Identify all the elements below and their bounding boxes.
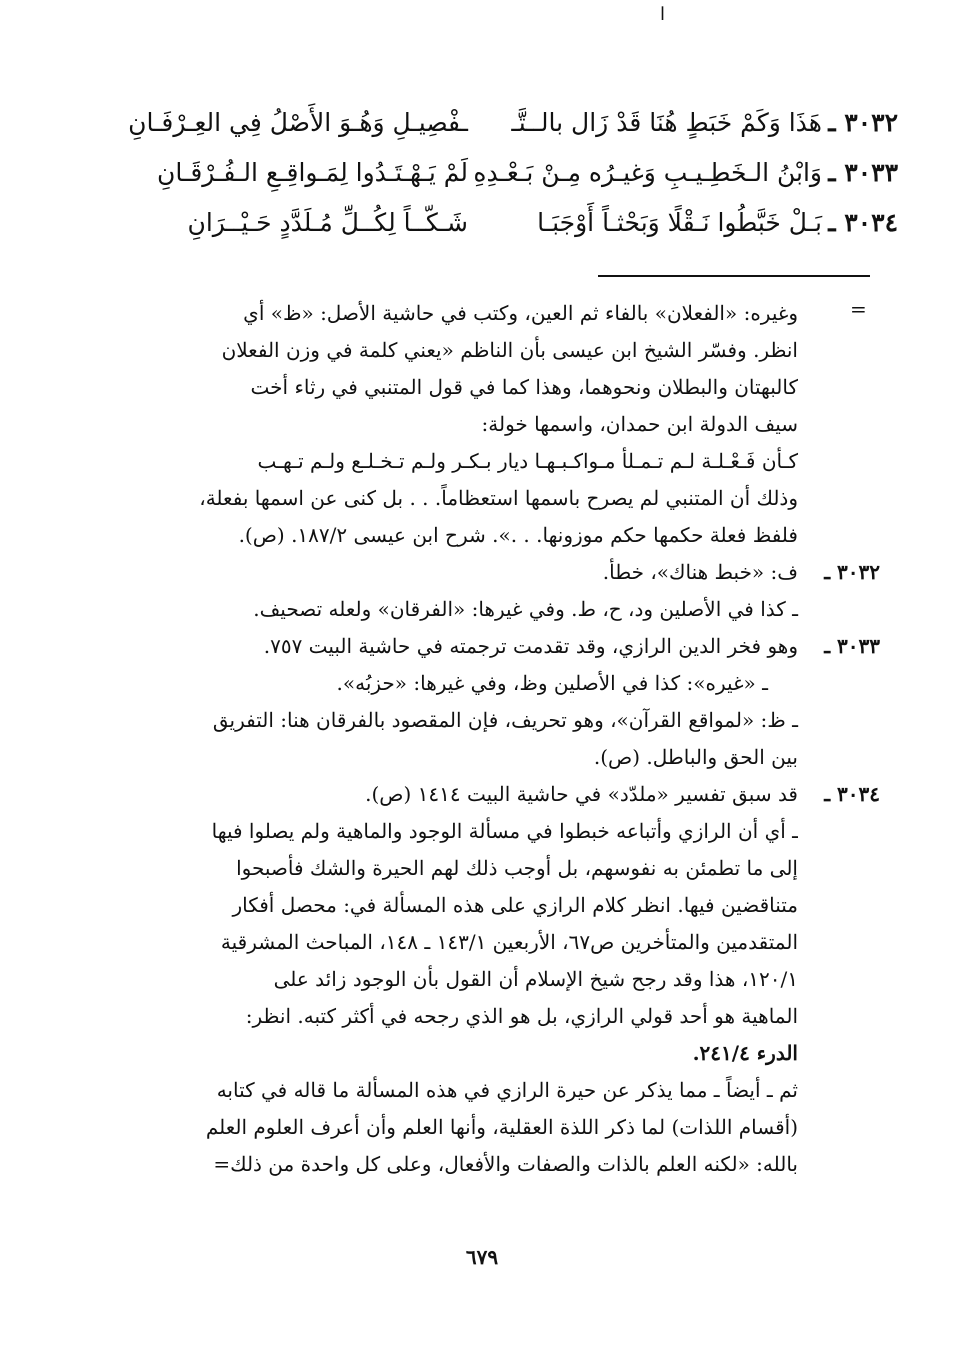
footnote-entry-3033 [88, 628, 880, 665]
note-line: الدرء ٢٤١/٤. [692, 1041, 798, 1065]
note-line: الماهية هو أحد قولي الرازي، بل هو الذي رجحه في أكثر كتبه. انظر: [245, 1004, 798, 1028]
verse-number: ٣٠٣٤ ـ [828, 208, 898, 237]
verse-first-hemistich: بَـلْ خَبَّطُوا نَـقْلًا وَبَحْثـاً أَوْجَبَـا [537, 208, 822, 237]
quoted-poem-line: كـأن فَـعْـلـة لـم تـمـلأ مـواكـبـهـا ديار بـكـر ولـم تـخـلـع ولـم تـهـب [257, 449, 798, 473]
entry-number: ٣٠٣٢ ـ [824, 560, 880, 584]
verse-first-hemistich: وَابْنُ الـخَطِـيـبِ وَغيـرُه مِـنْ بَـعْـدِهِ [473, 158, 822, 187]
footnote-entry-3032 [88, 554, 880, 591]
entry-subline: ـ «غيره»: كذا في الأصلين وظ، وفي غيرها: «حزبُه». [336, 671, 768, 695]
verse-first-hemistich: هَذَا وَكَمْ خَبَطٍ هُنَا قَدْ زَال بالــتَّـ [511, 108, 822, 137]
note-line: ١٢٠/١، هذا وقد رجح شيخ الإسلام أن القول بأن الوجود زائد على [273, 967, 798, 991]
verse-second-hemistich: شَـكّــاً لِكُــلِّ مُـلَدَّدٍ حَـيْــرَانِ [187, 208, 468, 237]
entry-text: قد سبق تفسير «ملدّد» في حاشية البيت ١٤١٤ (ص). [365, 782, 798, 806]
note-line: المتقدمين والمتأخرين ص٦٧، الأربعين ١٤٣/١ ـ ١٤٨، المباحث المشرقية [220, 930, 798, 954]
verse-number: ٣٠٣٣ ـ [828, 158, 898, 187]
verse-second-hemistich: ـفْصِيـلِ وَهُـوَ الأَصْلُ فِي العِـرْفَـانِ [128, 108, 468, 137]
verse-3032 [118, 108, 898, 158]
footnote-separator [598, 275, 870, 277]
footnote-entry-3034 [88, 776, 880, 813]
note-line: بالله: «لكنه العلم بالذات والصفات والأفعال، وعلى كل واحدة من ذلك= [213, 1152, 798, 1176]
note-line: وغيره: «الفعلان» بالفاء ثم العين، وكتب في حاشية الأصل: «ظ» أي [243, 301, 798, 325]
continuation-mark: = [850, 297, 867, 321]
note-line: سيف الدولة ابن حمدان، واسمها خولة: [481, 412, 798, 436]
note-line: ثم ـ أيضاً ـ مما يذكر عن حيرة الرازي في هذه المسألة ما قاله في كتابه [216, 1078, 798, 1102]
note-line: وذلك أن المتنبي لم يصرح باسمها استعظاماً. . . بل كنى عن اسمها بفعلة، [199, 486, 798, 510]
note-line: فلفظ فعلة حكمها حكم موزونها. . .». شرح ابن عيسى ١٨٧/٢. (ص). [238, 523, 798, 547]
entry-text: ف: «خبط هناك»، خطأ. [602, 560, 798, 584]
note-line: ـ أي أن الرازي وأتباعه خبطوا في مسألة الوجود والماهية ولم يصلوا فيها [211, 819, 798, 843]
entry-number: ٣٠٣٤ ـ [824, 782, 880, 806]
entry-final [88, 1072, 880, 1183]
verse-3034 [118, 208, 898, 258]
entry-subline: ـ ظ: «لمواقع القرآن»، وهو تحريف، فإن المقصود بالفرقان هنا: التفريق [212, 708, 798, 732]
entry-body [88, 813, 880, 1072]
note-line: متناقضين فيها. انظر كلام الرازي على هذه المسألة في: محصل أفكار [232, 893, 798, 917]
verses-section [118, 108, 898, 258]
entry-subline: ـ كذا في الأصلين ود، ح، ط. وفي غيرها: «الفرقان» ولعله تصحيف. [253, 597, 798, 621]
page-number: ٦٧٩ [465, 1245, 499, 1269]
entry-text: وهو فخر الدين الرازي، وقد تقدمت ترجمته في حاشية البيت ٧٥٧. [263, 634, 798, 658]
top-mark: ا [660, 4, 666, 25]
verse-number: ٣٠٣٢ ـ [828, 108, 898, 137]
note-line: انظر. وفسّر الشيخ ابن عيسى بأن الناظم «يعني كلمة في وزن الفعلان [221, 338, 798, 362]
verse-3033 [118, 158, 898, 208]
entry-subline: بين الحق والباطل. (ص). [593, 745, 798, 769]
verse-second-hemistich: لَمْ يَـهْـتَـدُوا لِمَـواقِـعِ الـفُـرْقَـانِ [157, 158, 468, 187]
note-line: كالبهتان والبطلان ونحوهما، وهذا كما في قول المتنبي في رثاء أخت [250, 375, 798, 399]
footnotes [88, 295, 880, 1183]
footnote-after-poem [88, 480, 880, 554]
entry-number: ٣٠٣٣ ـ [824, 634, 880, 658]
note-line: إلى ما تطمئن به نفوسهم، بل أوجب ذلك لهم الحيرة والشك فأصبحوا [236, 856, 798, 880]
note-line: (أقسام اللذات) لما ذكر اللذة العقلية، وأنها العلم وأن أعرف العلوم العلم [205, 1115, 798, 1139]
footnote-intro [88, 295, 880, 443]
